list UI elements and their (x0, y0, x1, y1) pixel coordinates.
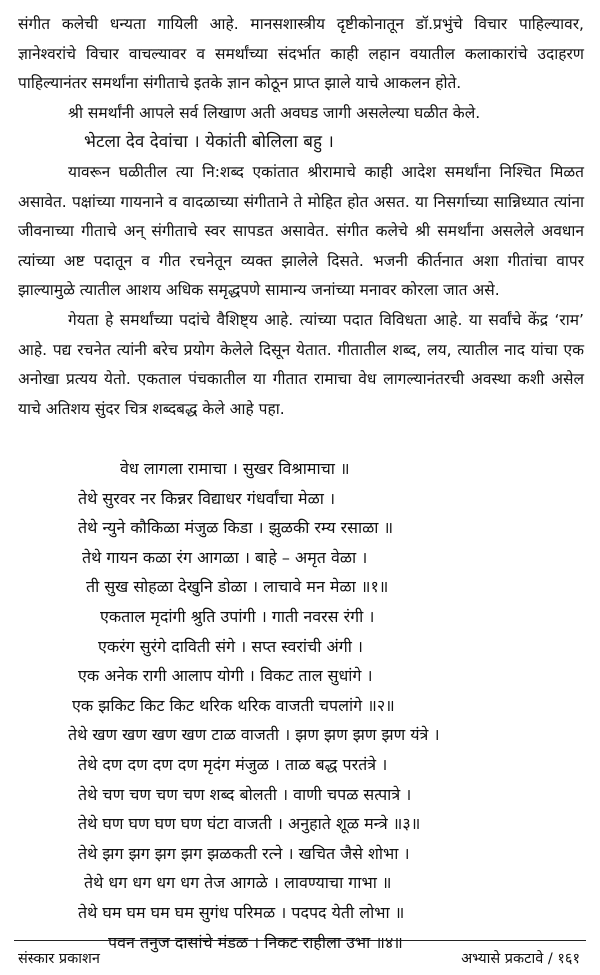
verse-block (0, 454, 600, 957)
verse-line: एकरंग सुरंगे दाविती संगे । सप्त स्वरांची अंगी । (98, 636, 363, 656)
page-number: अभ्यासे प्रकटावे / १६१ (461, 951, 580, 967)
paragraph-2: श्री समर्थांनी आपले सर्व लिखाण अती अवघड जागी असलेल्या घळीत केले. (68, 103, 481, 122)
verse-line: तेथे घण घण घण घण घंटा वाजती । अनुहाते शूळ मन्त्रे ॥३॥ (78, 814, 421, 834)
paragraph-4: गेयता हे समर्थांच्या पदांचे वैशिष्ट्य आहे. त्यांच्या पदात विविधता आहे. या सर्वांचे केंद्र ‘राम’ आहे. पद्य रचनेत त्यांनी बरेच प्रयोग केलेले दिसून येतात. गीतातील शब्द, लय, त्यातील नाद यांचा एक अनोखा प्रत्यय येतो. एकताल पंचकातील या गीतात रामाचा वेध लागल्यानंतरची अवस्था कशी असेल याचे अतिशय सुंदर चित्र शब्दबद्ध केले आहे पहा. (18, 310, 584, 418)
paragraph-1: संगीत कलेची धन्यता गायिली आहे. मानसशास्त्रीय दृष्टीकोनातून डॉ.प्रभुंचे विचार पाहिल्यावर, ज्ञानेश्वरांचे विचार वाचल्यावर व समर्थांच्या संदर्भात काही लहान वयातील कलाकारांचे उदाहरण पाहिल्यानंतर समर्थांना संगीताचे इतके ज्ञान कोठून प्राप्त झाले याचे आकलन होते. (18, 15, 584, 93)
verse-line: तेथे घम घम घम घम सुगंध परिमळ । पदपद येती लोभा ॥ (78, 902, 405, 922)
verse-line: तेथे गायन कळा रंग आगळा । बाहे – अमृत वेळा । (82, 547, 368, 567)
verse-line: तेथे न्युने कौकिळा मंजुळ किडा । झुळकी रम्य रसाळा ॥ (78, 518, 394, 538)
verse-line: तेथे चण चण चण चण शब्द बोलती । वाणी चपळ सत्पात्रे । (78, 784, 412, 804)
handwritten-quote: भेटला देव देवांचा । येकांती बोलिला बहु । (84, 132, 334, 153)
paragraph-3: यावरून घळीतील त्या नि:शब्द एकांतात श्रीरामाचे काही आदेश समर्थांना निश्चित मिळत असावेत. पक्षांच्या गायनाने व वादळाच्या संगीताने ते मोहित होत असत. या निसर्गाच्या सान्निध्यात त्यांना जीवनाच्या गीताचे अन् संगीताचे स्वर सापडत असावेत. संगीत कलेचे श्री समर्थांना असलेले अवधान त्यांच्या अष्ट पदातून व गीत रचनेतून व्यक्त झालेले दिसते. भजनी कीर्तनात अशा गीतांचा वापर झाल्यामुळे त्यातील आशय अधिक समृद्धपणे सामान्य जनांच्या मनावर कोरला जात असे. (18, 162, 584, 300)
verse-line: एक अनेक रागी आलाप योगी । विकट ताल सुधांगे । (78, 666, 373, 686)
verse-line: तेथे खण खण खण खण टाळ वाजती । झण झण झण झण यंत्रे । (68, 725, 440, 745)
verse-line: तेथे झग झग झग झग झळकती रत्ने । खचित जैसे शोभा । (78, 843, 410, 863)
verse-line: ती सुख सोहळा देखुनि डोळा । लाचावे मन मेळा ॥१॥ (86, 577, 389, 597)
verse-line: तेथे सुरवर नर किन्नर विद्याधर गंधर्वांचा मेळा । (78, 488, 336, 508)
publisher-name: संस्कार प्रकाशन (18, 951, 100, 967)
verse-line: तेथे दण दण दण दण मृदंग मंजुळ । ताळ बद्ध परतंत्रे । (78, 754, 388, 774)
verse-line: तेथे धग धग धग धग तेज आगळे । लावण्याचा गाभा ॥ (84, 873, 392, 893)
verse-line: एक झकिट किट किट थरिक थरिक वाजती चपलांगे ॥२॥ (72, 695, 395, 715)
verse-line: वेध लागला रामाचा । सुखर विश्रामाचा ॥ (120, 459, 350, 478)
footer-divider (14, 940, 586, 941)
prose-body (18, 10, 584, 424)
verse-line: पवन तनुज दासांचे मंडळ । निकट राहीला उभा ॥४॥ (108, 932, 403, 952)
verse-line: एकताल मृदांगी श्रुति उपांगी । गाती नवरस रंगी । (100, 606, 375, 626)
